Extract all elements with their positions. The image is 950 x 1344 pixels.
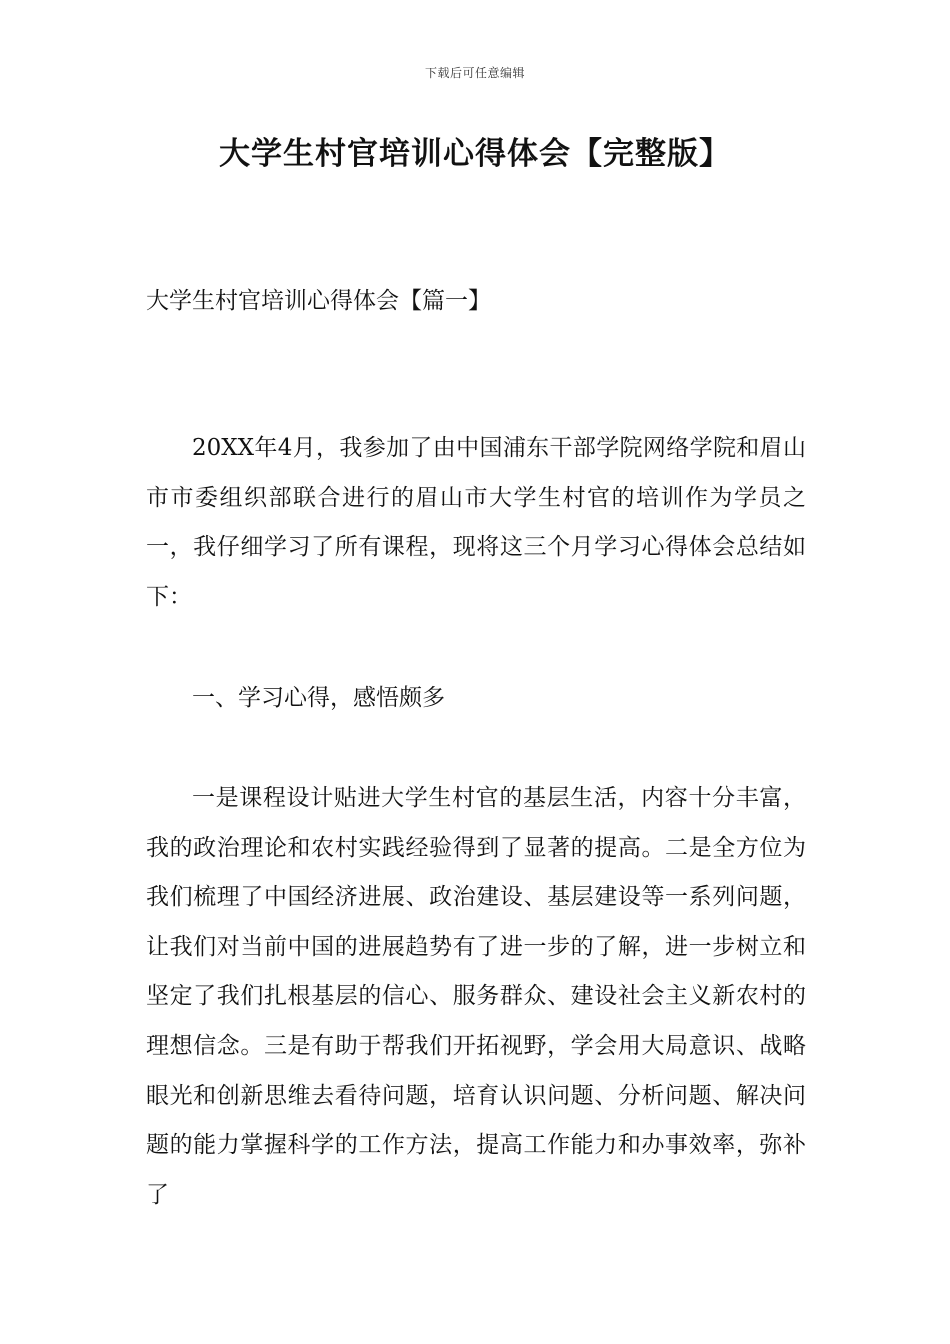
intro-paragraph: 20XX年4月，我参加了由中国浦东干部学院网络学院和眉山市市委组织部联合进行的眉山市大学生村官的培训作为学员之一，我仔细学习了所有课程，现将这三个月学习心得体会总结如下：: [146, 435, 806, 610]
body-paragraph: 一是课程设计贴进大学生村官的基层生活，内容十分丰富，我的政治理论和农村实践经验得到了显著的提高。二是全方位为我们梳理了中国经济进展、政治建设、基层建设等一系列问题，让我们对当前中国的进展趋势有了进一步的了解，进一步树立和坚定了我们扎根基层的信心、服务群众、建设社会主义新农村的理想信念。三是有助于帮我们开拓视野，学会用大局意识、战略眼光和创新思维去看待问题，培育认识问题、分析问题、解决问题的能力掌握科学的工作方法，提高工作能力和办事效率，弥补了: [146, 785, 806, 1208]
subheading-paragraph: 一、学习心得，感悟颇多: [192, 685, 445, 711]
header-note: 下载后可任意编辑: [424, 66, 525, 80]
section-heading: 大学生村官培训心得体会【篇一】: [146, 288, 491, 314]
document-title: 大学生村官培训心得体会【完整版】: [219, 136, 731, 172]
